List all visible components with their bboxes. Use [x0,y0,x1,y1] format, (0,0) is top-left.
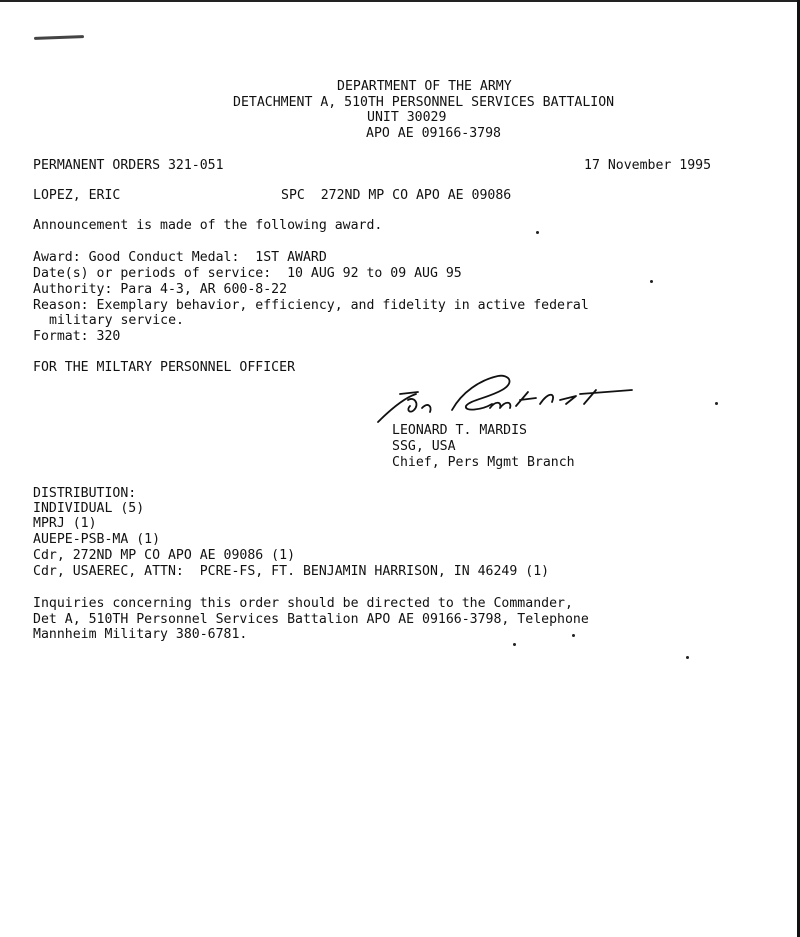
distribution-item: MPRJ (1) [33,516,97,531]
signer-rank: SSG, USA [392,439,456,454]
reason-line-1: Reason: Exemplary behavior, efficiency, and fidelity in active federal [33,298,589,313]
inquiries-line-3: Mannheim Military 380-6781. [33,627,248,642]
scan-speck [650,280,653,283]
orders-number: PERMANENT ORDERS 321-051 [33,158,224,173]
scan-speck [513,643,516,646]
inquiries-line-1: Inquiries concerning this order should be directed to the Commander, [33,596,573,611]
scan-speck [572,634,575,637]
header-detachment: DETACHMENT A, 510TH PERSONNEL SERVICES BATTALION [233,95,615,110]
award-line: Award: Good Conduct Medal: 1ST AWARD [33,250,327,265]
scan-speck [715,402,718,405]
distribution-item: AUEPE-PSB-MA (1) [33,532,161,547]
announcement-text: Announcement is made of the following award. [33,218,383,233]
reason-line-2: military service. [49,313,184,328]
distribution-item: Cdr, 272ND MP CO APO AE 09086 (1) [33,548,296,563]
authority-line: Authority: Para 4-3, AR 600-8-22 [33,282,288,297]
scan-speck [536,231,539,234]
staple-mark [34,35,84,40]
format-line: Format: 320 [33,329,121,344]
scan-edge-top [0,0,800,2]
distribution-item: Cdr, USAEREC, ATTN: PCRE-FS, FT. BENJAMIN HARRISON, IN 46249 (1) [33,564,550,579]
header-apo: APO AE 09166-3798 [366,126,501,141]
recipient-rank-unit: SPC 272ND MP CO APO AE 09086 [281,188,512,203]
header-department: DEPARTMENT OF THE ARMY [337,79,512,94]
service-dates-line: Date(s) or periods of service: 10 AUG 92 to 09 AUG 95 [33,266,462,281]
distribution-heading: DISTRIBUTION: [33,486,137,501]
for-officer-line: FOR THE MILTARY PERSONNEL OFFICER [33,360,296,375]
scan-speck [686,656,689,659]
distribution-item: INDIVIDUAL (5) [33,501,145,516]
header-unit: UNIT 30029 [367,110,447,125]
orders-date: 17 November 1995 [584,158,712,173]
recipient-name: LOPEZ, ERIC [33,188,121,203]
signer-title: Chief, Pers Mgmt Branch [392,455,575,470]
inquiries-line-2: Det A, 510TH Personnel Services Battalion APO AE 09166-3798, Telephone [33,612,589,627]
signer-name: LEONARD T. MARDIS [392,423,527,438]
